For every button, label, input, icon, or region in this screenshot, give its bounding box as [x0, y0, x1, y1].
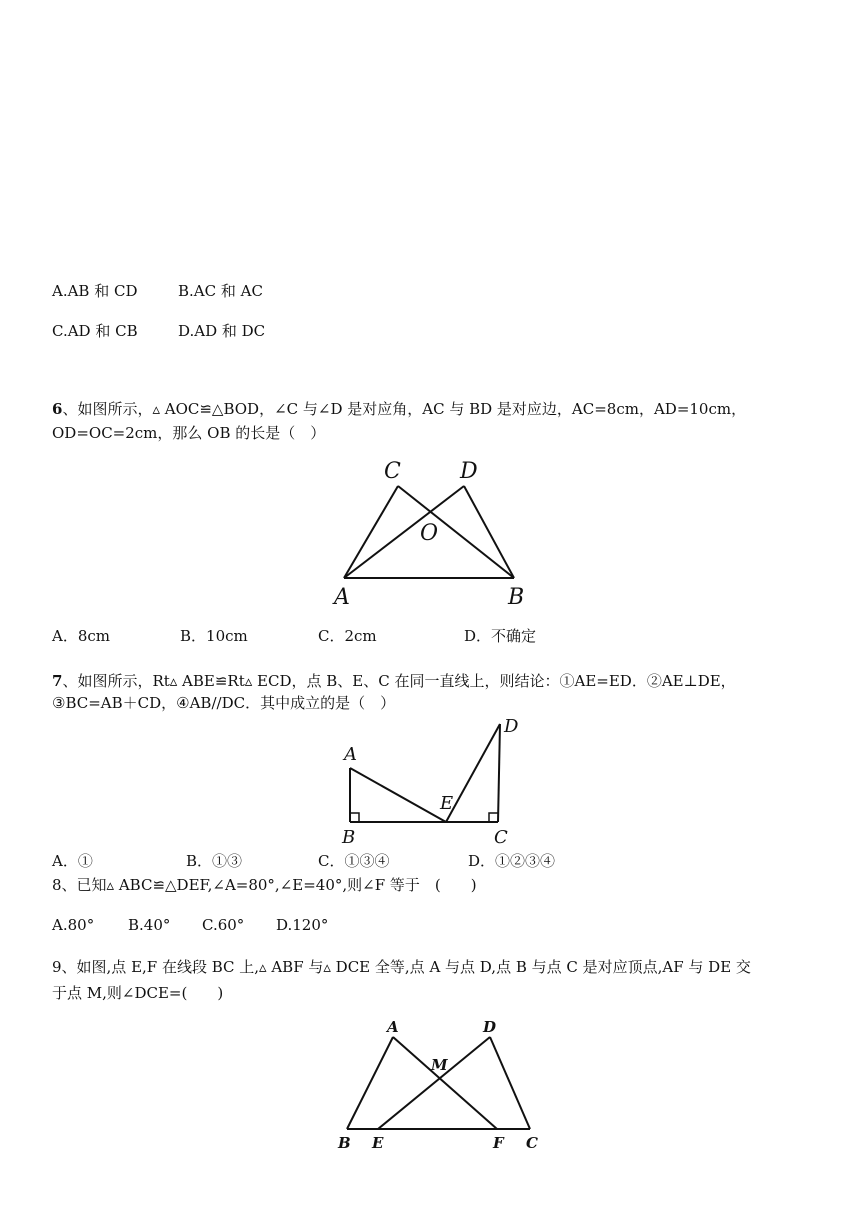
q8-option-d: D.120°: [276, 916, 329, 934]
q9-label-e: E: [372, 1134, 384, 1152]
q6-option-d: D．不确定: [464, 627, 537, 645]
q7-text-line1: [52, 671, 736, 691]
q7-figure: [330, 712, 530, 847]
q7-segment-ed: [446, 724, 500, 822]
q7-option-c: C．①③④: [318, 852, 390, 870]
q8-option-b: B.40°: [128, 916, 171, 934]
q6-label-b: B: [508, 585, 525, 610]
q7-option-b: B．①③: [186, 852, 243, 870]
q7-right-angle-c: [489, 813, 498, 822]
q7-label-a: A: [344, 744, 357, 765]
q7-label-d: D: [504, 716, 519, 737]
q9-text-line2: 于点 M,则∠DCE=( ): [52, 984, 224, 1002]
q7-option-d: D．①②③④: [468, 852, 556, 870]
q6-segment-cb: [398, 486, 514, 578]
q6-option-c: C．2cm: [318, 627, 377, 645]
q5-option-a: A.AB 和 CD: [52, 282, 138, 300]
q7-number: 7: [52, 672, 63, 690]
q5-option-d: D.AD 和 DC: [178, 322, 266, 340]
q7-segment-ae: [350, 768, 446, 822]
q7-right-angle-b: [350, 813, 359, 822]
q6-number: 6: [52, 400, 63, 418]
q9-label-d: D: [483, 1018, 497, 1036]
q6-text-line1: [52, 399, 746, 419]
q6-label-c: C: [384, 459, 401, 484]
q6-segment-ad: [344, 486, 464, 578]
q9-label-c: C: [526, 1134, 538, 1152]
q6-text: 、如图所示，▵ AOC≌△BOD，∠C 与∠D 是对应角，AC 与 BD 是对应边，AC=8cm，AD=10cm，: [62, 400, 747, 418]
q8-option-c: C.60°: [202, 916, 245, 934]
q8-text: 8、已知▵ ABC≌△DEF,∠A=80°,∠E=40°,则∠F 等于 ( ): [52, 876, 477, 894]
q6-segment-db: [464, 486, 514, 578]
q6-option-a: A．8cm: [52, 627, 111, 645]
q7-segment-dc: [498, 724, 500, 822]
q9-label-a: A: [387, 1018, 399, 1036]
q9-label-m: M: [431, 1056, 448, 1074]
q5-option-c: C.AD 和 CB: [52, 322, 138, 340]
q9-text-line1: 9、如图,点 E,F 在线段 BC 上,▵ ABF 与▵ DCE 全等,点 A 与点 D,点 B 与点 C 是对应顶点,AF 与 DE 交: [52, 958, 751, 976]
q6-label-o: O: [420, 521, 439, 546]
q9-segment-af: [393, 1037, 497, 1129]
q9-figure: [330, 1015, 550, 1155]
q5-option-b: B.AC 和 AC: [178, 282, 263, 300]
q7-text-line2: ③BC=AB＋CD，④AB//DC．其中成立的是（ ）: [52, 694, 396, 712]
q6-option-b: B．10cm: [180, 627, 248, 645]
q7-label-b: B: [342, 827, 356, 848]
q6-text-line2: OD=OC=2cm，那么 OB 的长是（ ）: [52, 424, 326, 442]
q6-segment-ac: [344, 486, 398, 578]
q9-label-f: F: [493, 1134, 504, 1152]
q6-label-d: D: [460, 459, 478, 484]
q8-option-a: A.80°: [52, 916, 95, 934]
q6-figure: [320, 450, 540, 615]
q7-label-c: C: [494, 827, 508, 848]
q9-segment-de: [378, 1037, 490, 1129]
q7-option-a: A．①: [52, 852, 93, 870]
q6-label-a: A: [334, 585, 350, 610]
q9-label-b: B: [338, 1134, 351, 1152]
q7-text: 、如图所示，Rt▵ ABE≌Rt▵ ECD，点 B、E、C 在同一直线上，则结论：①AE=ED．②AE⊥DE，: [62, 672, 736, 690]
q9-segment-dc: [490, 1037, 530, 1129]
q7-label-e: E: [440, 793, 454, 814]
q9-segment-ab: [347, 1037, 393, 1129]
